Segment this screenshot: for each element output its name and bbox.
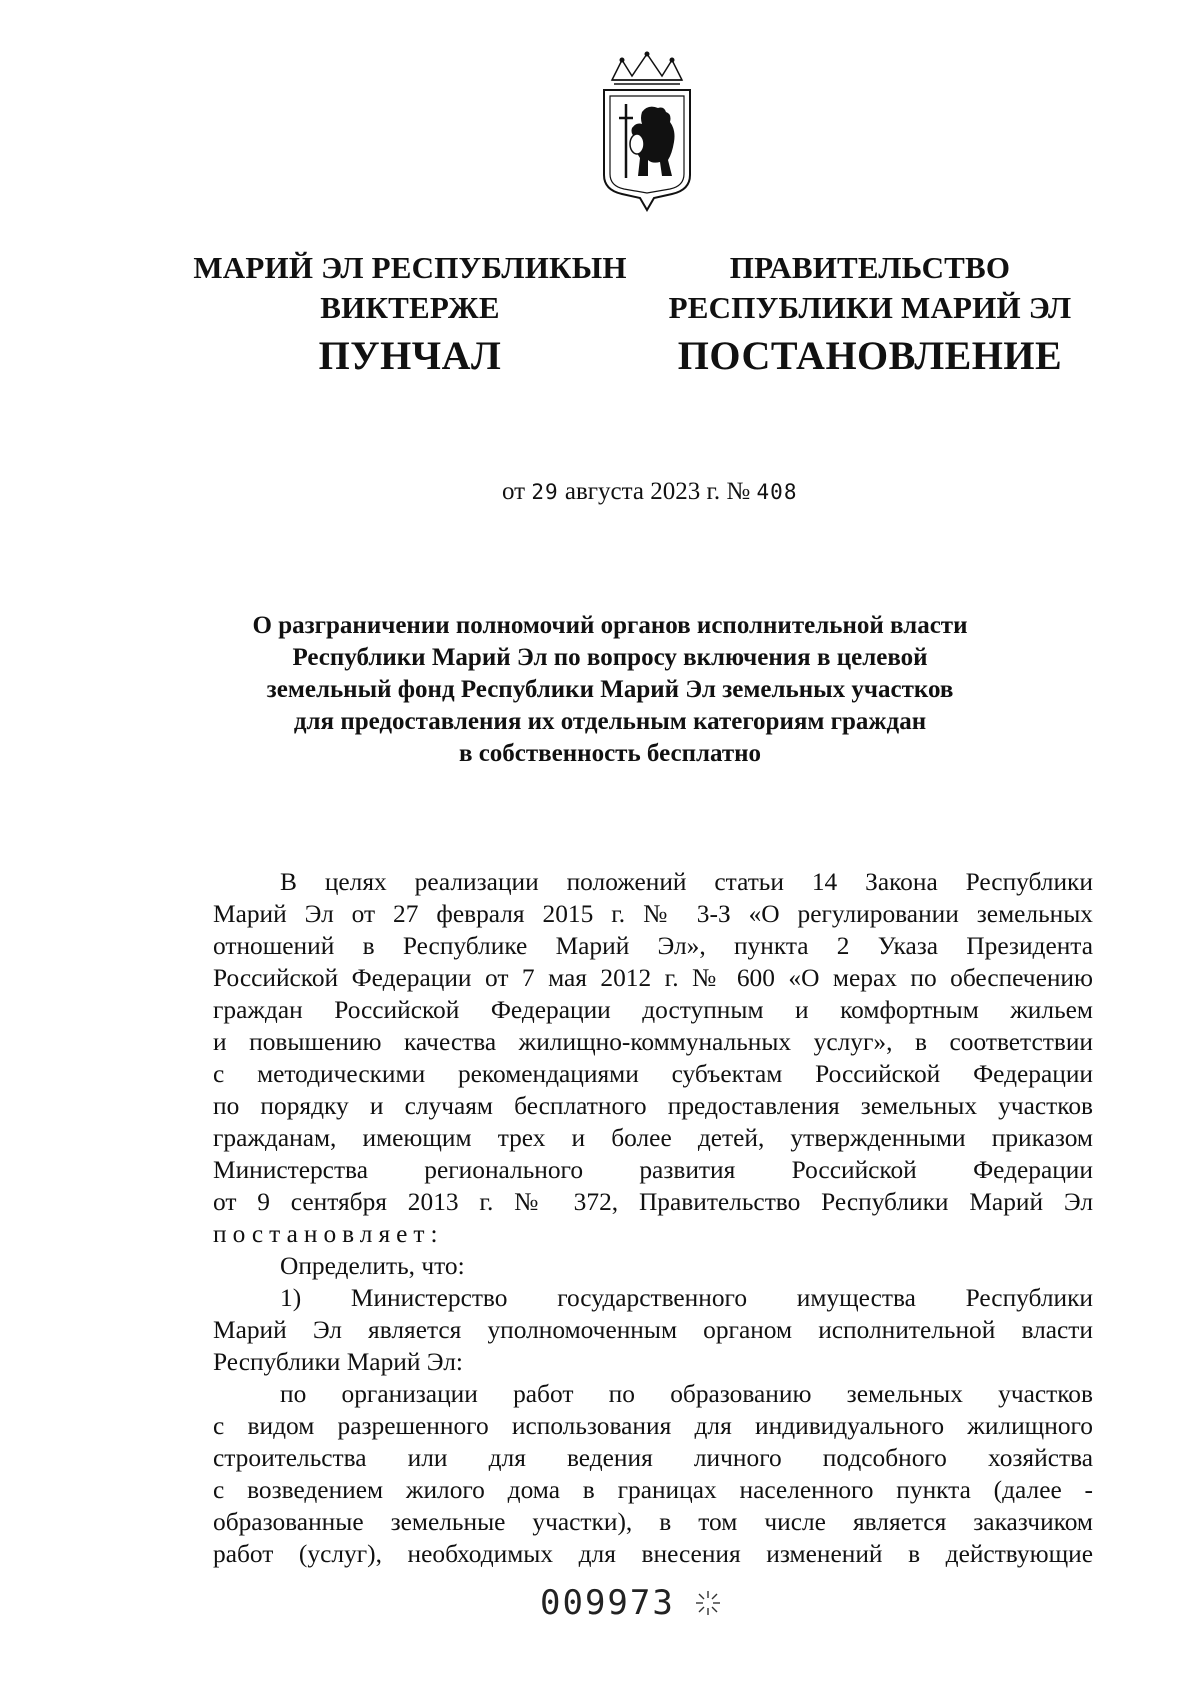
- stamp-mark-icon: [693, 1588, 723, 1618]
- body-line: образованные земельные участки), в том числе является заказчиком: [213, 1508, 1093, 1536]
- body-line: 1) Министерство государственного имущества Республики: [280, 1284, 1093, 1312]
- header-right-doc-type: ПОСТАНОВЛЕНИЕ: [677, 333, 1063, 378]
- body-line: граждан Российской Федерации доступным и комфортным жильем: [213, 996, 1093, 1024]
- body-line: по порядку и случаям бесплатного предоставления земельных участков: [213, 1092, 1093, 1120]
- title-line: в собственность бесплатно: [458, 740, 762, 767]
- date-prefix: от: [502, 478, 526, 505]
- coat-of-arms-emblem: [592, 50, 702, 220]
- body-line: по организации работ по образованию земельных участков: [280, 1380, 1093, 1408]
- header-left-doc-type: ПУНЧАЛ: [318, 333, 502, 378]
- serial-number: 009973: [540, 1583, 675, 1623]
- header-left-block: [185, 248, 635, 380]
- body-line: гражданам, имеющим трех и более детей, утвержденными приказом: [213, 1124, 1093, 1152]
- title-line: Республики Марий Эл по вопросу включения в целевой: [292, 644, 928, 671]
- document-title: [210, 610, 1010, 770]
- header-left-line1: МАРИЙ ЭЛ РЕСПУБЛИКЫН: [193, 250, 627, 285]
- marij-el-coat-of-arms-icon: [592, 50, 702, 220]
- document-date-line: [502, 476, 797, 508]
- header-right-block: [660, 248, 1080, 380]
- body-line: В целях реализации положений статьи 14 Закона Республики: [280, 868, 1093, 896]
- header-right-line2: РЕСПУБЛИКИ МАРИЙ ЭЛ: [668, 290, 1072, 325]
- body-line: работ (услуг), необходимых для внесения изменений в действующие: [213, 1540, 1093, 1568]
- body-line: Марий Эл от 27 февраля 2015 г. № 3-З «О регулировании земельных: [213, 900, 1093, 928]
- body-line: Определить, что:: [280, 1252, 465, 1280]
- document-number: 408: [756, 480, 798, 504]
- title-line: земельный фонд Республики Марий Эл земельных участков: [266, 676, 954, 703]
- body-line: строительства или для ведения личного подсобного хозяйства: [213, 1444, 1093, 1472]
- footer-serial: [540, 1578, 740, 1628]
- body-line: отношений в Республике Марий Эл», пункта 2 Указа Президента: [213, 932, 1093, 960]
- document-body: [213, 866, 1093, 1570]
- title-line: О разграничении полномочий органов исполнительной власти: [252, 612, 968, 639]
- body-line: с методическими рекомендациями субъектам Российской Федерации: [213, 1060, 1093, 1088]
- body-line: Министерства регионального развития Российской Федерации: [213, 1156, 1093, 1184]
- body-line: с видом разрешенного использования для индивидуального жилищного: [213, 1412, 1093, 1440]
- body-line: Российской Федерации от 7 мая 2012 г. № 600 «О мерах по обеспечению: [213, 964, 1093, 992]
- date-month-year: августа 2023 г. №: [564, 478, 751, 505]
- header-left-line2: ВИКТЕРЖЕ: [320, 290, 500, 325]
- body-line: с возведением жилого дома в границах населенного пункта (далее -: [213, 1476, 1093, 1504]
- header-right-line1: ПРАВИТЕЛЬСТВО: [729, 250, 1011, 285]
- title-line: для предоставления их отдельным категориям граждан: [293, 708, 927, 735]
- body-line: Марий Эл является уполномоченным органом исполнительной власти: [213, 1316, 1093, 1344]
- body-line: от 9 сентября 2013 г. № 372, Правительство Республики Марий Эл: [213, 1188, 1093, 1216]
- body-line: и повышению качества жилищно-коммунальных услуг», в соответствии: [213, 1028, 1093, 1056]
- body-line-resolves: постановляет:: [213, 1220, 444, 1248]
- body-line: Республики Марий Эл:: [213, 1348, 463, 1376]
- date-day: 29: [531, 480, 559, 504]
